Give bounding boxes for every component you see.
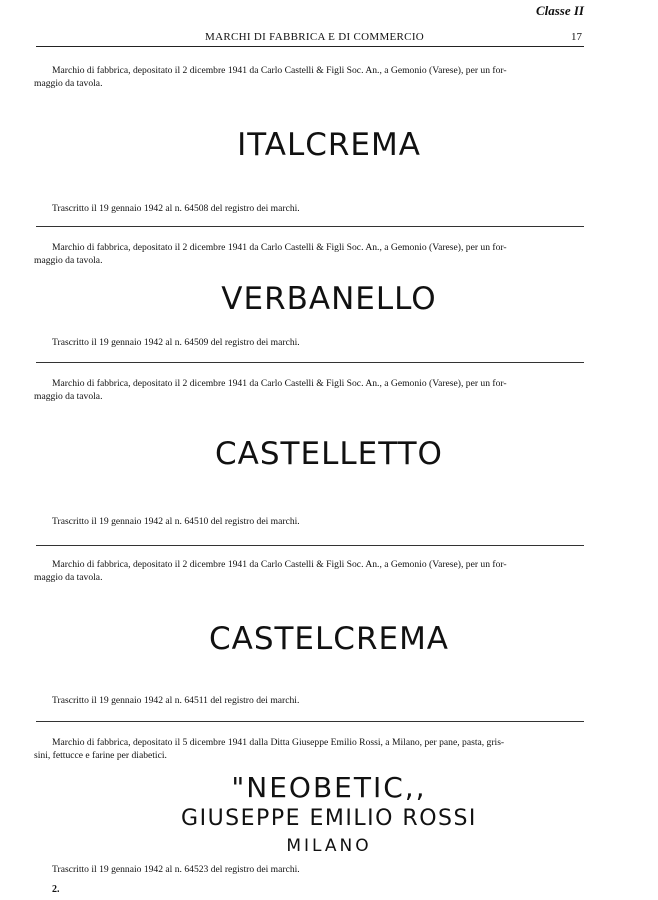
trademark-city: MILANO [286, 836, 372, 856]
header-rule [36, 46, 584, 47]
trademark-name: VERBANELLO [221, 281, 437, 317]
entry-divider [36, 362, 584, 363]
running-title: MARCHI DI FABBRICA E DI COMMERCIO [205, 31, 425, 43]
trademark-name: CASTELCREMA [208, 621, 450, 657]
deposit-text [34, 377, 582, 403]
trademark-owner: GIUSEPPE EMILIO ROSSI [181, 806, 477, 831]
transcription-note: Trascritto il 19 gennaio 1942 al n. 64508 del registro dei marchi. [52, 203, 300, 214]
deposit-line: Marchio di fabbrica, depositato il 2 dicembre 1941 da Carlo Castelli & Figli Soc. An., a Gemonio (Varese), per un for- [52, 242, 507, 253]
signature-mark: 2. [52, 884, 60, 895]
deposit-line: sini, fettucce e farine per diabetici. [34, 750, 167, 761]
deposit-text [34, 736, 582, 762]
deposit-line: maggio da tavola. [34, 391, 103, 402]
deposit-line: Marchio di fabbrica, depositato il 2 dicembre 1941 da Carlo Castelli & Figli Soc. An., a Gemonio (Varese), per un for- [52, 378, 507, 389]
entry-divider [36, 721, 584, 722]
deposit-text [34, 64, 582, 90]
deposit-line: Marchio di fabbrica, depositato il 2 dicembre 1941 da Carlo Castelli & Figli Soc. An., a Gemonio (Varese), per un for- [52, 559, 507, 570]
trademark-name: "NEOBETIC,, [231, 771, 427, 804]
deposit-line: maggio da tavola. [34, 572, 103, 583]
deposit-text [34, 241, 582, 267]
entry-divider [36, 545, 584, 546]
transcription-note: Trascritto il 19 gennaio 1942 al n. 64510 del registro dei marchi. [52, 516, 300, 527]
transcription-note: Trascritto il 19 gennaio 1942 al n. 64509 del registro dei marchi. [52, 337, 300, 348]
deposit-text [34, 558, 582, 584]
trademark-name: ITALCREMA [237, 127, 421, 163]
deposit-line: maggio da tavola. [34, 255, 103, 266]
transcription-note: Trascritto il 19 gennaio 1942 al n. 64511 del registro dei marchi. [52, 695, 300, 706]
deposit-line: Marchio di fabbrica, depositato il 2 dicembre 1941 da Carlo Castelli & Figli Soc. An., a Gemonio (Varese), per un for- [52, 65, 507, 76]
deposit-line: maggio da tavola. [34, 78, 103, 89]
class-label: Classe II [535, 3, 584, 18]
transcription-note: Trascritto il 19 gennaio 1942 al n. 64523 del registro dei marchi. [52, 864, 300, 875]
entry-divider [36, 226, 584, 227]
page-number: 17 [571, 31, 582, 43]
trademark-name: CASTELLETTO [215, 436, 443, 472]
deposit-line: Marchio di fabbrica, depositato il 5 dicembre 1941 dalla Ditta Giuseppe Emilio Rossi, a Milano, per pane, pasta, gris- [52, 737, 505, 748]
